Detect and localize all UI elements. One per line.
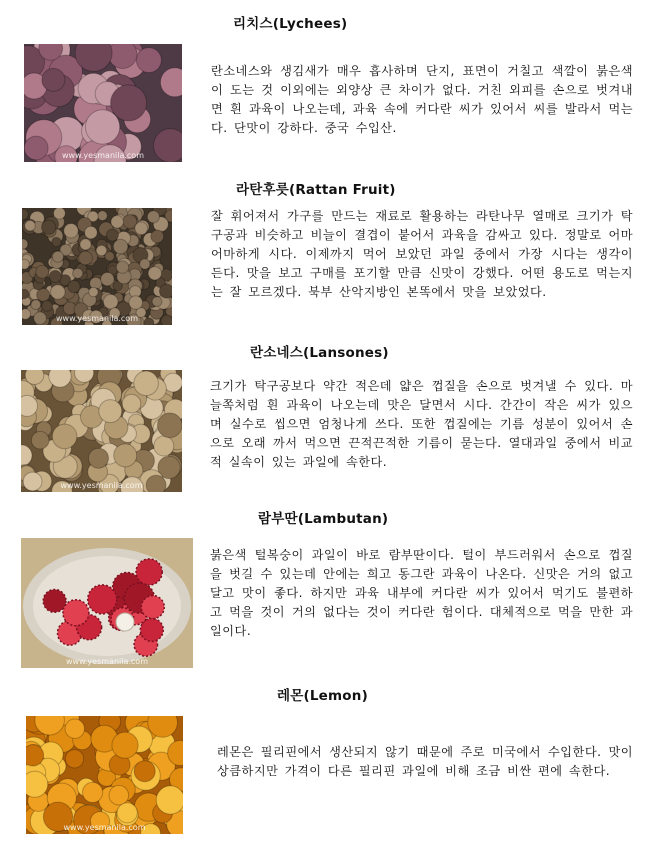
section-title-lambutan: 람부딴(Lambutan): [258, 511, 389, 527]
lambutan-description: 붉은색 털복숭이 과일이 바로 람부딴이다. 털이 부드러워서 손으로 껍질을 벗길 수 있는데 안에는 희고 동그란 과육이 나온다. 신맛은 거의 없고 달고 맛이 좋다. 하지만 과육 내부에 커다란 씨가 있어서 먹기도 불편하고 먹을 것이 거의 없다는 것이 커다란 험이다. 대체적으로 먹을 만한 과일이다.: [210, 548, 633, 638]
lemon-photo: [26, 716, 183, 834]
section-title-lansones: 란소네스(Lansones): [250, 345, 389, 361]
lambutan-photo: [21, 538, 193, 668]
lambutan-photo-art: [21, 538, 193, 668]
section-title-lemon: 레몬(Lemon): [277, 688, 368, 704]
watermark: www.yesmanila.com: [61, 151, 144, 160]
rattan-fruit-photo-art: [22, 208, 172, 325]
lemon-photo-art: [26, 716, 183, 834]
watermark: www.yesmanila.com: [55, 314, 138, 323]
rattan-fruit-photo: [22, 208, 172, 325]
lychees-photo-art: [24, 44, 182, 162]
watermark: www.yesmanila.com: [65, 657, 148, 666]
lemon-description: 레몬은 필리핀에서 생산되지 않기 때문에 주로 미국에서 수입한다. 맛이 상큼하지만 가격이 다른 필리핀 과일에 비해 조금 비싼 편에 속한다.: [217, 745, 633, 778]
lychees-description: 란소네스와 생김새가 매우 흡사하며 단지, 표면이 거칠고 색깔이 붉은색이 도는 것 이외에는 외양상 큰 차이가 없다. 거친 외피를 손으로 벗겨내면 흰 과육이 나오는데, 과육 속에 커다란 씨가 있어서 씨를 발라서 먹는다. 단맛이 강하다. 중국 수입산.: [211, 64, 633, 135]
watermark: www.yesmanila.com: [60, 481, 143, 490]
rattan-fruit-description: 잘 휘어져서 가구를 만드는 재료로 활용하는 라탄나무 열매로 크기가 탁구공과 비슷하고 비늘이 결겹이 붙어서 과육을 감싸고 있다. 정말로 어마어마하게 시다. 이제까지 먹어 보았던 과일 중에서 가장 시다는 생각이 든다. 맛을 보고 구매를 포기할 만큼 신맛이 강했다. 어떤 용도로 먹는지는 잘 모르겠다. 북부 산악지방인 본똑에서 맛을 보았었다.: [211, 209, 633, 299]
lychees-photo: [24, 44, 182, 162]
watermark: www.yesmanila.com: [63, 823, 146, 832]
section-title-lychees: 리치스(Lychees): [233, 16, 348, 32]
section-title-rattan-fruit: 라탄후릇(Rattan Fruit): [236, 182, 396, 198]
lansones-description: 크기가 탁구공보다 약간 적은데 얇은 껍질을 손으로 벗겨낼 수 있다. 마늘쪽처럼 흰 과육이 나오는데 맛은 달면서 시다. 간간이 작은 씨가 있으며 실수로 씹으면 엄청나게 쓰다. 또한 껍질에는 기름 성분이 있어서 손으로 오래 까서 먹으면 끈적끈적한 기름이 묻는다. 열대과일 중에서 비교적 실속이 있는 과일에 속한다.: [210, 379, 633, 469]
lansones-photo: [21, 370, 182, 492]
lansones-photo-art: [21, 370, 182, 492]
